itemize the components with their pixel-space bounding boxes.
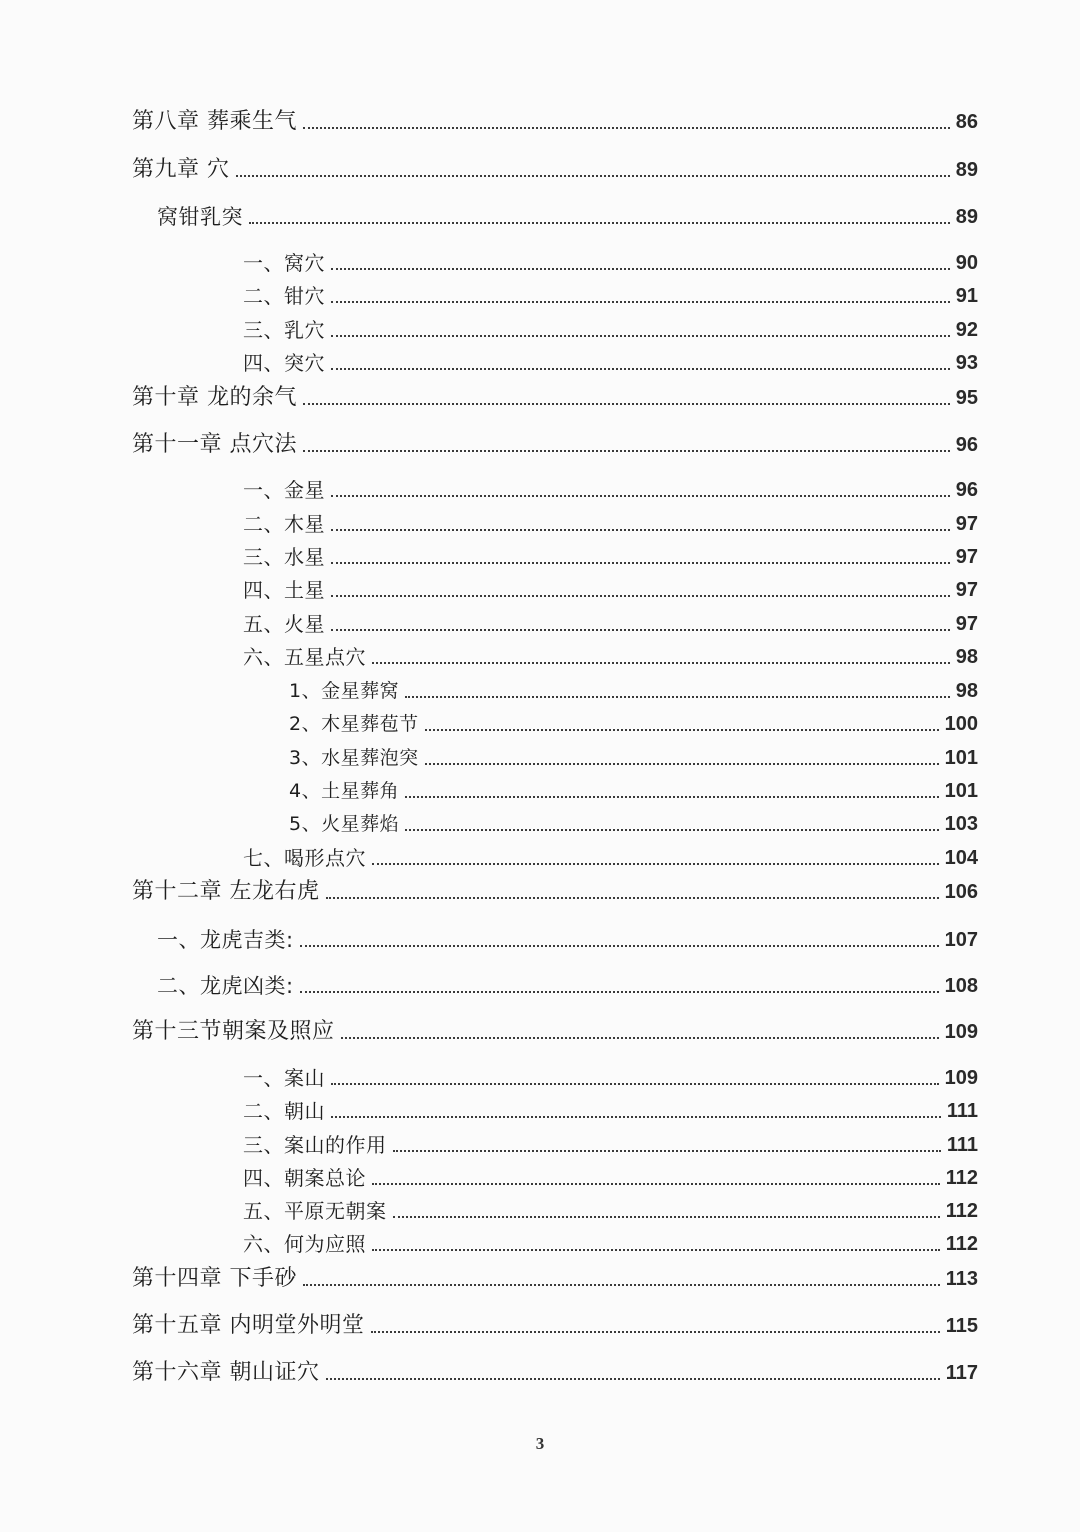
toc-entry-page: 117 — [945, 1362, 978, 1384]
toc-entry — [157, 971, 978, 1001]
toc-entry — [132, 430, 978, 460]
dot-leader — [249, 221, 950, 224]
toc-entry — [243, 575, 978, 605]
toc-entry — [243, 1063, 978, 1093]
toc-entry-title: 一、窝穴 — [243, 251, 325, 275]
toc-entry-title: 第十五章 内明堂外明堂 — [132, 1313, 365, 1338]
toc-entry-title: 三、案山的作用 — [243, 1133, 387, 1157]
toc-entry-page: 92 — [955, 319, 978, 341]
toc-entry-title: 第十章 龙的余气 — [132, 385, 297, 410]
toc-entry-page: 113 — [945, 1268, 978, 1290]
toc-entry-page: 103 — [944, 813, 978, 835]
dot-leader — [393, 1215, 940, 1218]
dot-leader — [331, 494, 950, 497]
dot-leader — [331, 300, 950, 303]
toc-entry — [243, 542, 978, 572]
dot-leader — [300, 944, 939, 947]
toc-entry-page: 101 — [944, 780, 978, 802]
toc-entry-page: 112 — [945, 1200, 978, 1222]
toc-entry-title: 二、木星 — [243, 512, 325, 536]
dot-leader — [300, 990, 939, 993]
toc-entry-page: 96 — [955, 479, 978, 501]
toc-entry-title: 四、土星 — [243, 578, 325, 602]
dot-leader — [331, 561, 950, 564]
toc-entry-page: 89 — [955, 159, 978, 181]
toc-entry — [243, 281, 978, 311]
toc-entry-title: 2、木星葬苞节 — [289, 713, 419, 735]
toc-entry-page: 108 — [944, 975, 978, 997]
toc-entry-title: 二、朝山 — [243, 1099, 325, 1123]
toc-entry-page: 111 — [946, 1134, 978, 1156]
dot-leader — [331, 367, 950, 370]
toc-entry-page: 115 — [945, 1315, 978, 1337]
toc-entry-page: 91 — [955, 285, 978, 307]
dot-leader — [393, 1149, 941, 1152]
toc-entry-page: 98 — [955, 646, 978, 668]
page-number: 3 — [535, 1434, 545, 1453]
toc-entry-page: 90 — [955, 252, 978, 274]
dot-leader — [425, 728, 939, 731]
toc-entry — [132, 1264, 978, 1294]
toc-entry — [243, 509, 978, 539]
dot-leader — [372, 661, 950, 664]
toc-entry-title: 第十六章 朝山证穴 — [132, 1360, 320, 1385]
dot-leader — [372, 1248, 940, 1251]
toc-entry-title: 五、平原无朝案 — [243, 1199, 387, 1223]
toc-entry-title: 一、金星 — [243, 478, 325, 502]
toc-entry-title: 第十二章 左龙右虎 — [132, 879, 320, 904]
toc-entry-page: 97 — [955, 513, 978, 535]
dot-leader — [331, 1082, 939, 1085]
toc-entry-title: 第十三节朝案及照应 — [132, 1019, 335, 1044]
toc-entry-page: 109 — [944, 1021, 978, 1043]
toc-entry-title: 窝钳乳突 — [157, 205, 243, 229]
toc-entry — [132, 155, 978, 185]
toc-entry-title: 三、乳穴 — [243, 318, 325, 342]
toc-entry — [243, 609, 978, 639]
dot-leader — [372, 1182, 940, 1185]
toc-entry — [132, 1311, 978, 1341]
toc-entry — [289, 743, 978, 773]
toc-entry-title: 三、水星 — [243, 545, 325, 569]
toc-entry-page: 98 — [955, 680, 978, 702]
toc-entry-page: 106 — [944, 881, 978, 903]
dot-leader — [425, 762, 939, 765]
dot-leader — [372, 862, 939, 865]
dot-leader — [331, 1115, 941, 1118]
toc-entry-title: 第八章 葬乘生气 — [132, 109, 297, 134]
toc-entry-page: 101 — [944, 747, 978, 769]
toc-entry-title: 五、火星 — [243, 612, 325, 636]
toc-entry — [243, 348, 978, 378]
toc-entry-title: 六、五星点穴 — [243, 645, 366, 669]
toc-entry — [157, 202, 978, 232]
toc-entry-title: 二、龙虎凶类: — [157, 974, 294, 998]
toc-entry — [243, 1130, 978, 1160]
toc-entry — [243, 642, 978, 672]
toc-entry — [132, 1358, 978, 1388]
toc-entry — [157, 925, 978, 955]
toc-entry-title: 3、水星葬泡突 — [289, 747, 419, 769]
toc-entry-title: 一、龙虎吉类: — [157, 928, 294, 952]
toc-entry — [243, 1163, 978, 1193]
toc-entry — [243, 475, 978, 505]
toc-entry-page: 112 — [945, 1233, 978, 1255]
toc-entry-title: 二、钳穴 — [243, 284, 325, 308]
toc-entry-title: 第九章 穴 — [132, 157, 230, 182]
toc-entry-title: 第十四章 下手砂 — [132, 1266, 297, 1291]
toc-entry — [289, 809, 978, 839]
dot-leader — [371, 1330, 940, 1333]
toc-entry — [289, 676, 978, 706]
toc-entry — [243, 315, 978, 345]
toc-entry-page: 111 — [946, 1100, 978, 1122]
toc-entry — [132, 877, 978, 907]
toc-entry-title: 1、金星葬窝 — [289, 680, 400, 702]
toc-entry-page: 107 — [944, 929, 978, 951]
dot-leader — [331, 628, 950, 631]
toc-entry-page: 100 — [944, 713, 978, 735]
dot-leader — [405, 695, 950, 698]
dot-leader — [331, 334, 950, 337]
dot-leader — [303, 402, 950, 405]
toc-entry-page: 89 — [955, 206, 978, 228]
toc-entry — [289, 709, 978, 739]
dot-leader — [326, 1377, 940, 1380]
toc-entry-page: 97 — [955, 579, 978, 601]
dot-leader — [405, 795, 939, 798]
toc-entry-title: 第十一章 点穴法 — [132, 432, 297, 457]
toc-entry-page: 93 — [955, 352, 978, 374]
dot-leader — [303, 449, 950, 452]
toc-entry-title: 4、土星葬角 — [289, 780, 400, 802]
toc-entry — [243, 248, 978, 278]
toc-entry-page: 97 — [955, 546, 978, 568]
toc-entry-page: 109 — [944, 1067, 978, 1089]
toc-entry-title: 一、案山 — [243, 1066, 325, 1090]
toc-entry-title: 5、火星葬焰 — [289, 813, 400, 835]
toc-entry-title: 六、何为应照 — [243, 1232, 366, 1256]
dot-leader — [303, 1283, 940, 1286]
toc-entry-title: 四、朝案总论 — [243, 1166, 366, 1190]
dot-leader — [341, 1036, 939, 1039]
toc-entry — [289, 776, 978, 806]
toc-entry — [132, 107, 978, 137]
toc-entry — [243, 1229, 978, 1259]
dot-leader — [331, 528, 950, 531]
toc-entry-title: 四、突穴 — [243, 351, 325, 375]
toc-entry-page: 95 — [955, 387, 978, 409]
toc-entry — [243, 1096, 978, 1126]
dot-leader — [236, 174, 950, 177]
toc-entry-page: 86 — [955, 111, 978, 133]
dot-leader — [331, 594, 950, 597]
toc-entry-page: 112 — [945, 1167, 978, 1189]
toc-entry-page: 97 — [955, 613, 978, 635]
toc-entry — [132, 1017, 978, 1047]
dot-leader — [326, 896, 939, 899]
toc-entry-title: 七、喝形点穴 — [243, 846, 366, 870]
dot-leader — [303, 126, 950, 129]
dot-leader — [331, 267, 950, 270]
toc-entry-page: 96 — [955, 434, 978, 456]
toc-entry — [243, 1196, 978, 1226]
toc-entry-page: 104 — [944, 847, 978, 869]
toc-entry — [132, 383, 978, 413]
toc-entry — [243, 843, 978, 873]
dot-leader — [405, 828, 939, 831]
